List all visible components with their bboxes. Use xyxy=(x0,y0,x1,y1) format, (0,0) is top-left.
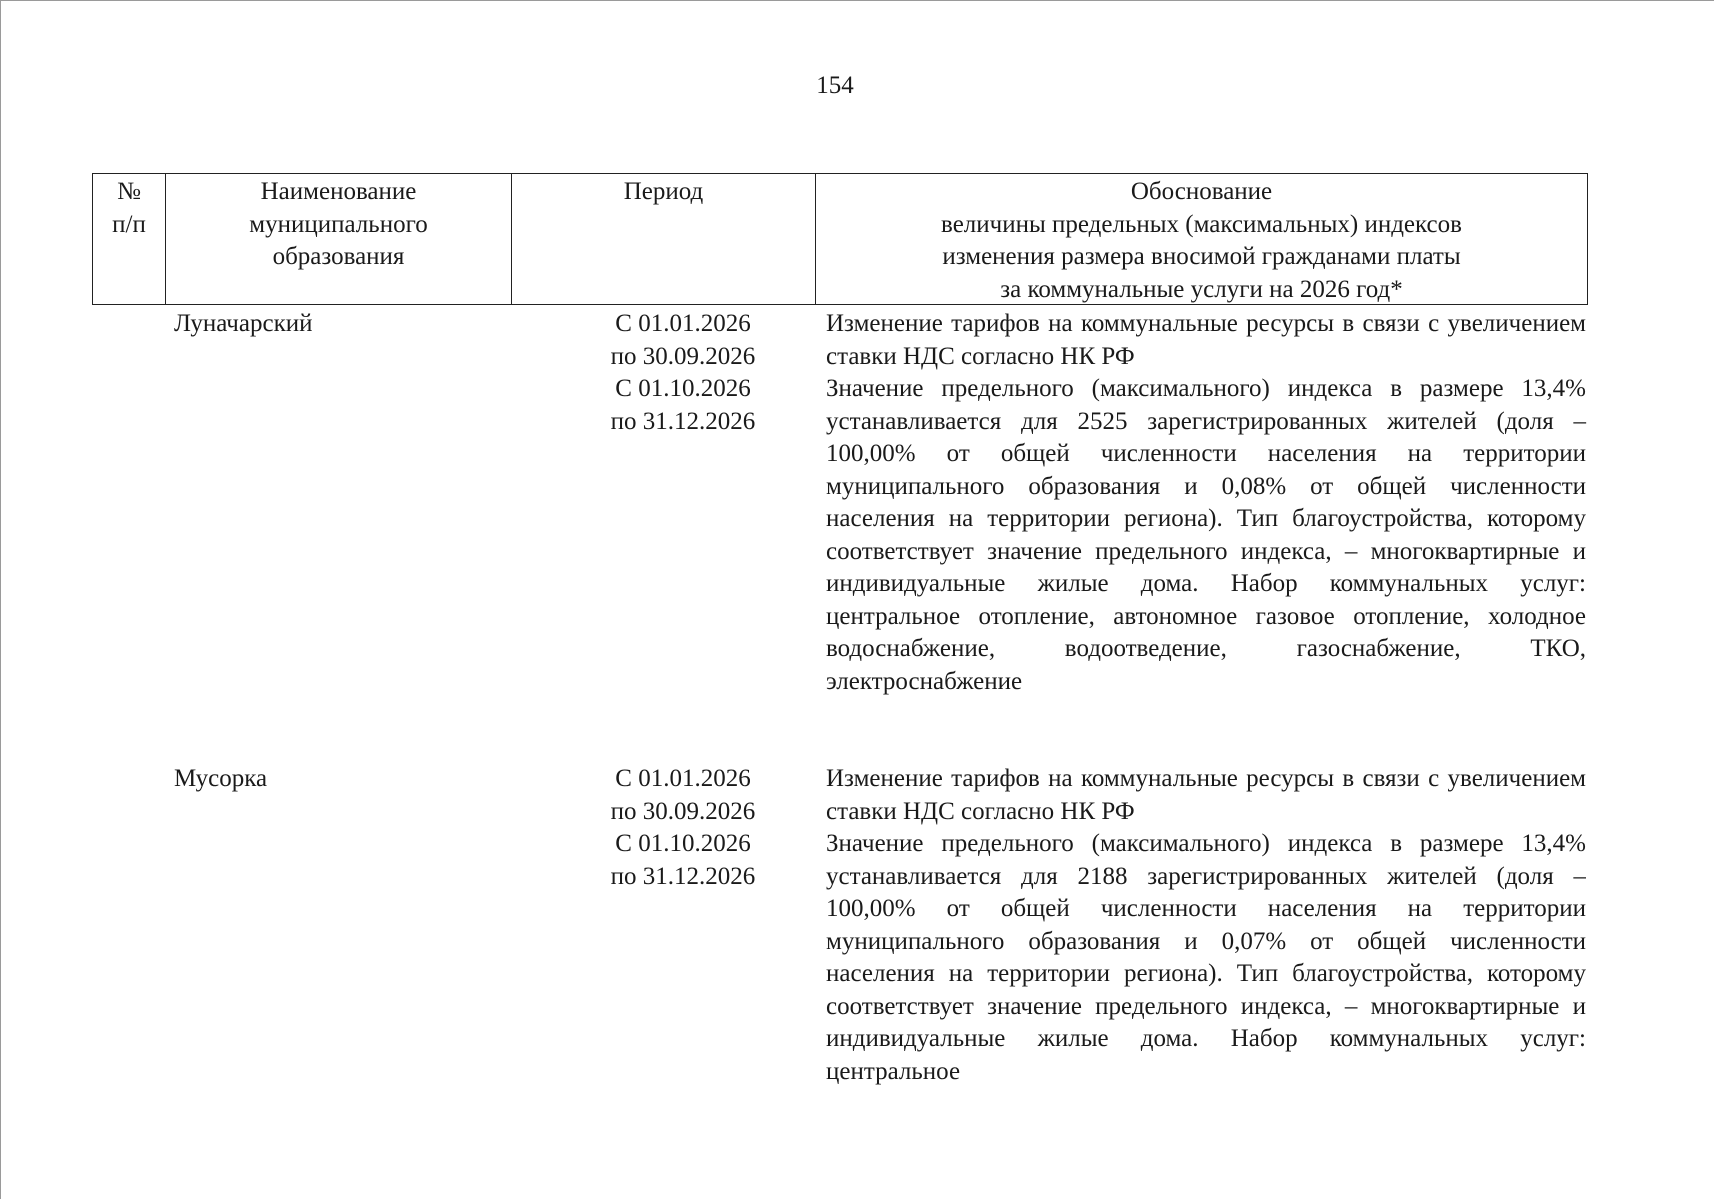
header-reason-line: Обоснование xyxy=(1130,178,1273,205)
header-num xyxy=(93,174,165,304)
header-num-line: № xyxy=(117,178,141,205)
reason-paragraph: Изменение тарифов на коммунальные ресурсы в связи с увеличением ставки НДС согласно НК РФ xyxy=(826,310,1586,370)
municipality-name: Луначарский xyxy=(174,310,313,337)
table-row xyxy=(92,763,1588,1093)
period-line: по 30.09.2026 xyxy=(610,797,756,825)
municipality-name: Мусорка xyxy=(174,765,268,792)
header-reason-line: величины предельных (максимальных) индексов xyxy=(941,210,1462,238)
period-line: С 01.10.2026 xyxy=(615,375,751,402)
header-num-line: п/п xyxy=(112,210,146,238)
header-period xyxy=(511,174,815,304)
period-line: С 01.01.2026 xyxy=(615,765,751,792)
reason-cell xyxy=(826,763,1586,1089)
table-row xyxy=(92,308,1588,728)
header-name-line: Наименование xyxy=(260,178,417,205)
table-header xyxy=(92,173,1588,305)
header-reason xyxy=(815,174,1587,304)
period-line: по 30.09.2026 xyxy=(610,342,756,370)
header-reason-line: изменения размера вносимой гражданами платы xyxy=(942,243,1461,270)
header-name-line: образования xyxy=(272,243,405,270)
period-line: по 31.12.2026 xyxy=(610,407,756,435)
reason-cell xyxy=(826,308,1586,698)
header-reason-line: за коммунальные услуги на 2026 год* xyxy=(1000,275,1403,303)
period-cell xyxy=(568,308,798,438)
reason-paragraph: Изменение тарифов на коммунальные ресурсы в связи с увеличением ставки НДС согласно НК РФ xyxy=(826,765,1586,825)
header-period-line: Период xyxy=(623,178,704,205)
reason-paragraph: Значение предельного (максимального) индекса в размере 13,4% устанавливается для 2525 зарегистрированных жителей (доля – 100,00% от общей численности населения на территории муниципального образования и 0,08% от общей численности населения на территории региона). Тип благоустройства, которому соответствует значение предельного индекса, – многоквартирные и индивидуальные жилые дома. Набор коммунальных услуг: центральное отопление, автономное газовое отопление, холодное водоснабжение, водоотведение, газоснабжение, ТКО, электроснабжение xyxy=(826,375,1586,695)
reason-paragraph: Значение предельного (максимального) индекса в размере 13,4% устанавливается для 2188 зарегистрированных жителей (доля – 100,00% от общей численности населения на территории муниципального образования и 0,07% от общей численности населения на территории региона). Тип благоустройства, которому соответствует значение предельного индекса, – многоквартирные и индивидуальные жилые дома. Набор коммунальных услуг: центральное xyxy=(826,830,1586,1085)
header-name-line: муниципального xyxy=(249,210,428,238)
header-name xyxy=(165,174,511,304)
period-line: С 01.10.2026 xyxy=(615,830,751,857)
period-cell xyxy=(568,763,798,893)
period-line: по 31.12.2026 xyxy=(610,862,756,890)
period-line: С 01.01.2026 xyxy=(615,310,751,337)
page-number: 154 xyxy=(816,72,854,99)
